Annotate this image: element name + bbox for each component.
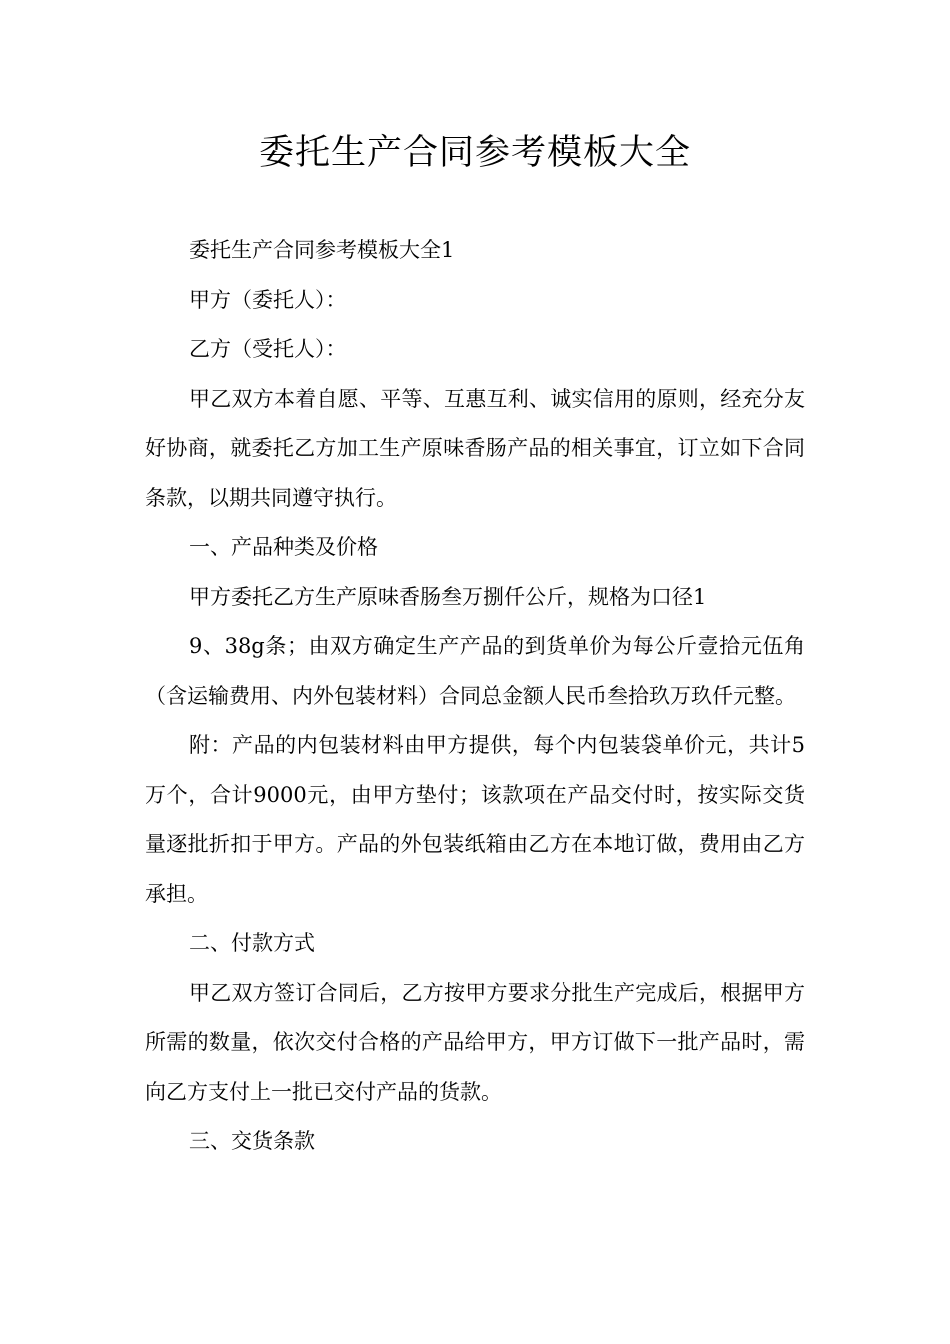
party-b-line: 乙方（受托人）： <box>189 337 347 361</box>
packaging-note-paragraph: 附：产品的内包装材料由甲方提供，每个内包装袋单价元，共计5万个，合计9000元，由甲方垫付；该款项在产品交付时，按实际交货量逐批折扣于甲方。产品的外包装纸箱由乙方在本地订做，费用由乙方承担。 <box>145 733 805 906</box>
section-heading: 委托生产合同参考模板大全1 <box>189 238 455 262</box>
party-a-line: 甲方（委托人）： <box>189 287 347 312</box>
product-paragraph: 甲方委托乙方生产原味香肠叁万捌仟公斤，规格为口径1 <box>189 584 707 609</box>
clause-heading-payment: 二、付款方式 <box>189 931 315 955</box>
clause-heading-products: 一、产品种类及价格 <box>189 535 378 559</box>
payment-paragraph: 甲乙双方签订合同后，乙方按甲方要求分批生产完成后，根据甲方所需的数量，依次交付合格的产品给甲方，甲方订做下一批产品时，需向乙方支付上一批已交付产品的货款。 <box>145 980 805 1104</box>
price-paragraph: 9、38g条；由双方确定生产产品的到货单价为每公斤壹拾元伍角（含运输费用、内外包装材料）合同总金额人民币叁拾玖万玖仟元整。 <box>145 634 805 708</box>
preamble-paragraph: 甲乙双方本着自愿、平等、互惠互利、诚实信用的原则，经充分友好协商，就委托乙方加工生产原味香肠产品的相关事宜，订立如下合同条款，以期共同遵守执行。 <box>145 386 805 510</box>
clause-heading-delivery: 三、交货条款 <box>189 1129 315 1153</box>
document-title: 委托生产合同参考模板大全 <box>258 133 691 173</box>
document-body <box>145 226 805 1167</box>
